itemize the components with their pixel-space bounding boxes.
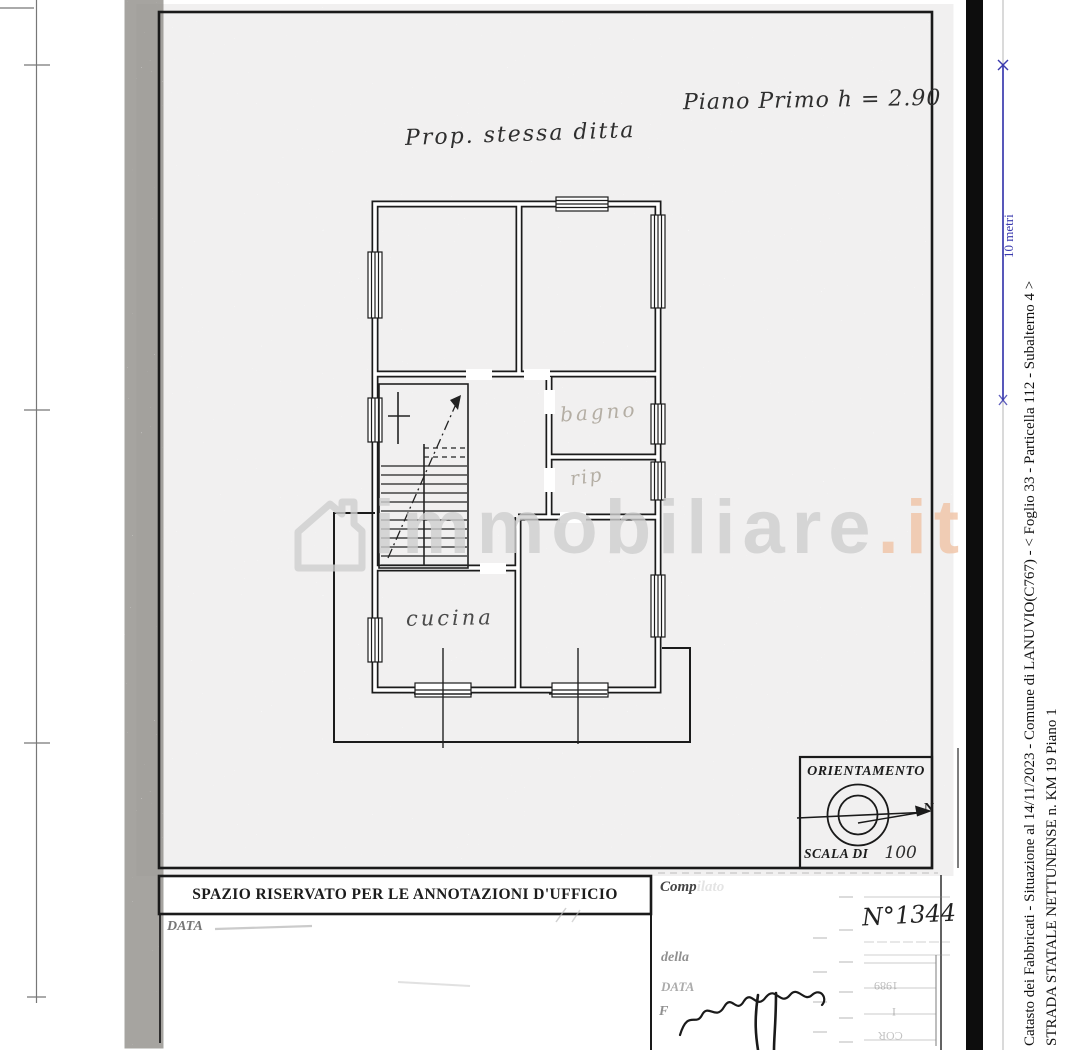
watermark-tld: .it bbox=[877, 485, 967, 570]
scale-label: SCALA DI bbox=[804, 846, 869, 861]
form-compiled-visible: Comp bbox=[660, 879, 697, 895]
form-signature-label: F bbox=[659, 1004, 669, 1019]
scale-value: 100 bbox=[884, 843, 917, 863]
orientation-title: ORIENTAMENTO bbox=[807, 764, 925, 779]
annotations-header: SPAZIO RISERVATO PER LE ANNOTAZIONI D'UFFICIO bbox=[192, 886, 618, 903]
scale-bar bbox=[998, 0, 1008, 1050]
form-date-label: DATA bbox=[661, 979, 695, 994]
room-label-rip: rip bbox=[568, 463, 605, 491]
scale-bar-label: 10 metri bbox=[1001, 214, 1016, 258]
sidebar-catasto-line: Catasto dei Fabbricati - Situazione al 14/11/2023 - Comune di LANUVIO(C767) - < Foglio 33 - Particella 112 - Subalterno 4 > bbox=[1022, 280, 1038, 1046]
scan-noise-band bbox=[126, 0, 162, 1038]
annotations-date-label: DATA bbox=[167, 919, 203, 934]
signature-scribble bbox=[680, 992, 824, 1050]
stamp-line-roman: I bbox=[892, 1005, 896, 1019]
room-label-cucina: cucina bbox=[405, 605, 495, 631]
compass-north-label: N bbox=[924, 801, 935, 816]
watermark-brand: immobiliare bbox=[374, 485, 878, 570]
scan-black-bar bbox=[966, 0, 983, 1050]
faint-stamp-columns bbox=[813, 897, 853, 1042]
office-form-lines bbox=[658, 873, 950, 1050]
form-compiled-faded: ilato bbox=[696, 879, 725, 895]
room-label-bagno: bagno bbox=[559, 397, 639, 427]
sidebar-address-line: STRADA STATALE NETTUNENSE n. KM 19 Piano 1 bbox=[1044, 708, 1060, 1046]
scale-caption bbox=[804, 843, 917, 863]
form-della-label: della bbox=[661, 950, 689, 965]
left-margin-marks bbox=[0, 0, 50, 1003]
form-compiled-label bbox=[660, 879, 724, 896]
note-floor-height: Piano Primo h = 2.90 bbox=[682, 85, 942, 116]
protocol-number: N°1344 bbox=[861, 898, 957, 932]
note-property: Prop. stessa ditta bbox=[404, 117, 636, 152]
stamp-line-word: COR bbox=[878, 1029, 903, 1043]
stamp-line-year: 1989 bbox=[874, 979, 898, 993]
